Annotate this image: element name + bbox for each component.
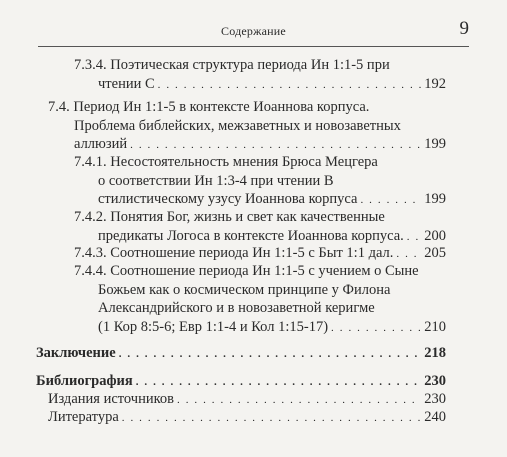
dot-leader <box>396 245 421 264</box>
toc-entry-7-4[interactable] <box>48 98 446 155</box>
toc-line <box>74 299 446 318</box>
toc-line <box>74 172 446 191</box>
toc-entry-text: Александрийского и в новозаветной керигме <box>98 300 375 316</box>
toc-entry-7-4-4[interactable] <box>74 262 446 337</box>
toc-line <box>74 153 446 172</box>
toc-entry-text: о соответствии Ин 1:3-4 при чтении В <box>98 172 334 189</box>
toc-line <box>48 135 446 155</box>
dot-leader <box>119 345 421 364</box>
toc-page-number: 230 <box>424 373 446 389</box>
toc-line <box>74 262 446 281</box>
toc-entry-7-4-3[interactable] <box>74 244 446 264</box>
toc-line <box>74 208 446 227</box>
toc-page-number: 230 <box>424 391 446 407</box>
toc-line <box>74 56 446 75</box>
dot-leader <box>158 76 421 95</box>
dot-leader <box>331 319 421 338</box>
toc-entry-text: чтении С <box>98 75 155 92</box>
dot-leader <box>122 409 421 428</box>
page-header <box>38 0 469 47</box>
toc-entry-text: 7.4.1. Несостоятельность мнения Брюса Мецгера <box>74 154 378 170</box>
toc-entry-text: 7.4.3. Соотношение периода Ин 1:1-5 с Быт 1:1 дал. <box>74 245 394 261</box>
toc-entry-text: 7.4.4. Соотношение периода Ин 1:1-5 с учением о Сыне <box>74 263 419 279</box>
toc-page-number: 199 <box>424 136 446 152</box>
toc-line <box>36 344 446 364</box>
toc-entry-7-4-1[interactable] <box>74 153 446 210</box>
toc-page-number: 205 <box>424 245 446 261</box>
toc-entry-text: предикаты Логоса в контексте Иоаннова корпуса. <box>98 227 404 244</box>
toc-line <box>74 318 446 338</box>
running-head: Содержание <box>221 24 286 38</box>
dot-leader <box>177 391 421 410</box>
toc-entry-text: 7.4.2. Понятия Бог, жизнь и свет как качественные <box>74 209 385 225</box>
toc-entry-7-4-2[interactable] <box>74 208 446 246</box>
toc-entry-bibliography[interactable] <box>36 372 446 392</box>
toc-entry-text: Божьем как о космическом принципе у Филона <box>98 281 391 298</box>
toc-entry-conclusion[interactable] <box>36 344 446 364</box>
toc-line <box>74 244 446 264</box>
toc-page-number: 199 <box>424 191 446 207</box>
toc-entry-text: Литература <box>48 409 119 425</box>
toc-page-number: 218 <box>424 345 446 361</box>
dot-leader <box>136 373 421 392</box>
toc-line <box>48 408 446 428</box>
toc-entry-text: Библиография <box>36 373 133 389</box>
toc-entry-text: Заключение <box>36 345 116 361</box>
toc-entry-text: Проблема библейских, межзаветных и новозаветных <box>74 117 401 134</box>
toc-entry-literature[interactable] <box>48 408 446 428</box>
dot-leader <box>130 136 421 155</box>
toc-line <box>74 281 446 300</box>
toc-page-number: 240 <box>424 409 446 425</box>
toc-line <box>74 190 446 210</box>
toc-line <box>48 98 446 117</box>
toc-entry-7-3-4[interactable] <box>74 56 446 94</box>
toc-entry-text: (1 Кор 8:5-6; Евр 1:1-4 и Кол 1:15-17) <box>98 318 329 335</box>
toc-entry-text: 7.3.4. Поэтическая структура периода Ин 1:1-5 при <box>74 57 390 73</box>
toc-page-number: 200 <box>424 227 446 244</box>
page-number: 9 <box>459 18 469 39</box>
toc-entry-text: 7.4. Период Ин 1:1-5 в контексте Иоаннова корпуса. <box>48 99 370 115</box>
toc-page-number: 192 <box>424 75 446 92</box>
toc-entry-text: аллюзий <box>74 136 128 152</box>
toc-line <box>48 117 446 136</box>
dot-leader <box>360 191 421 210</box>
toc-line <box>36 372 446 392</box>
toc-entry-text: Издания источников <box>48 391 174 407</box>
toc-entry-sources[interactable] <box>48 390 446 410</box>
toc-line <box>48 390 446 410</box>
toc-entry-text: стилистическому узусу Иоаннова корпуса <box>98 191 358 207</box>
toc-line <box>74 75 446 95</box>
toc-page-number: 210 <box>424 318 446 335</box>
